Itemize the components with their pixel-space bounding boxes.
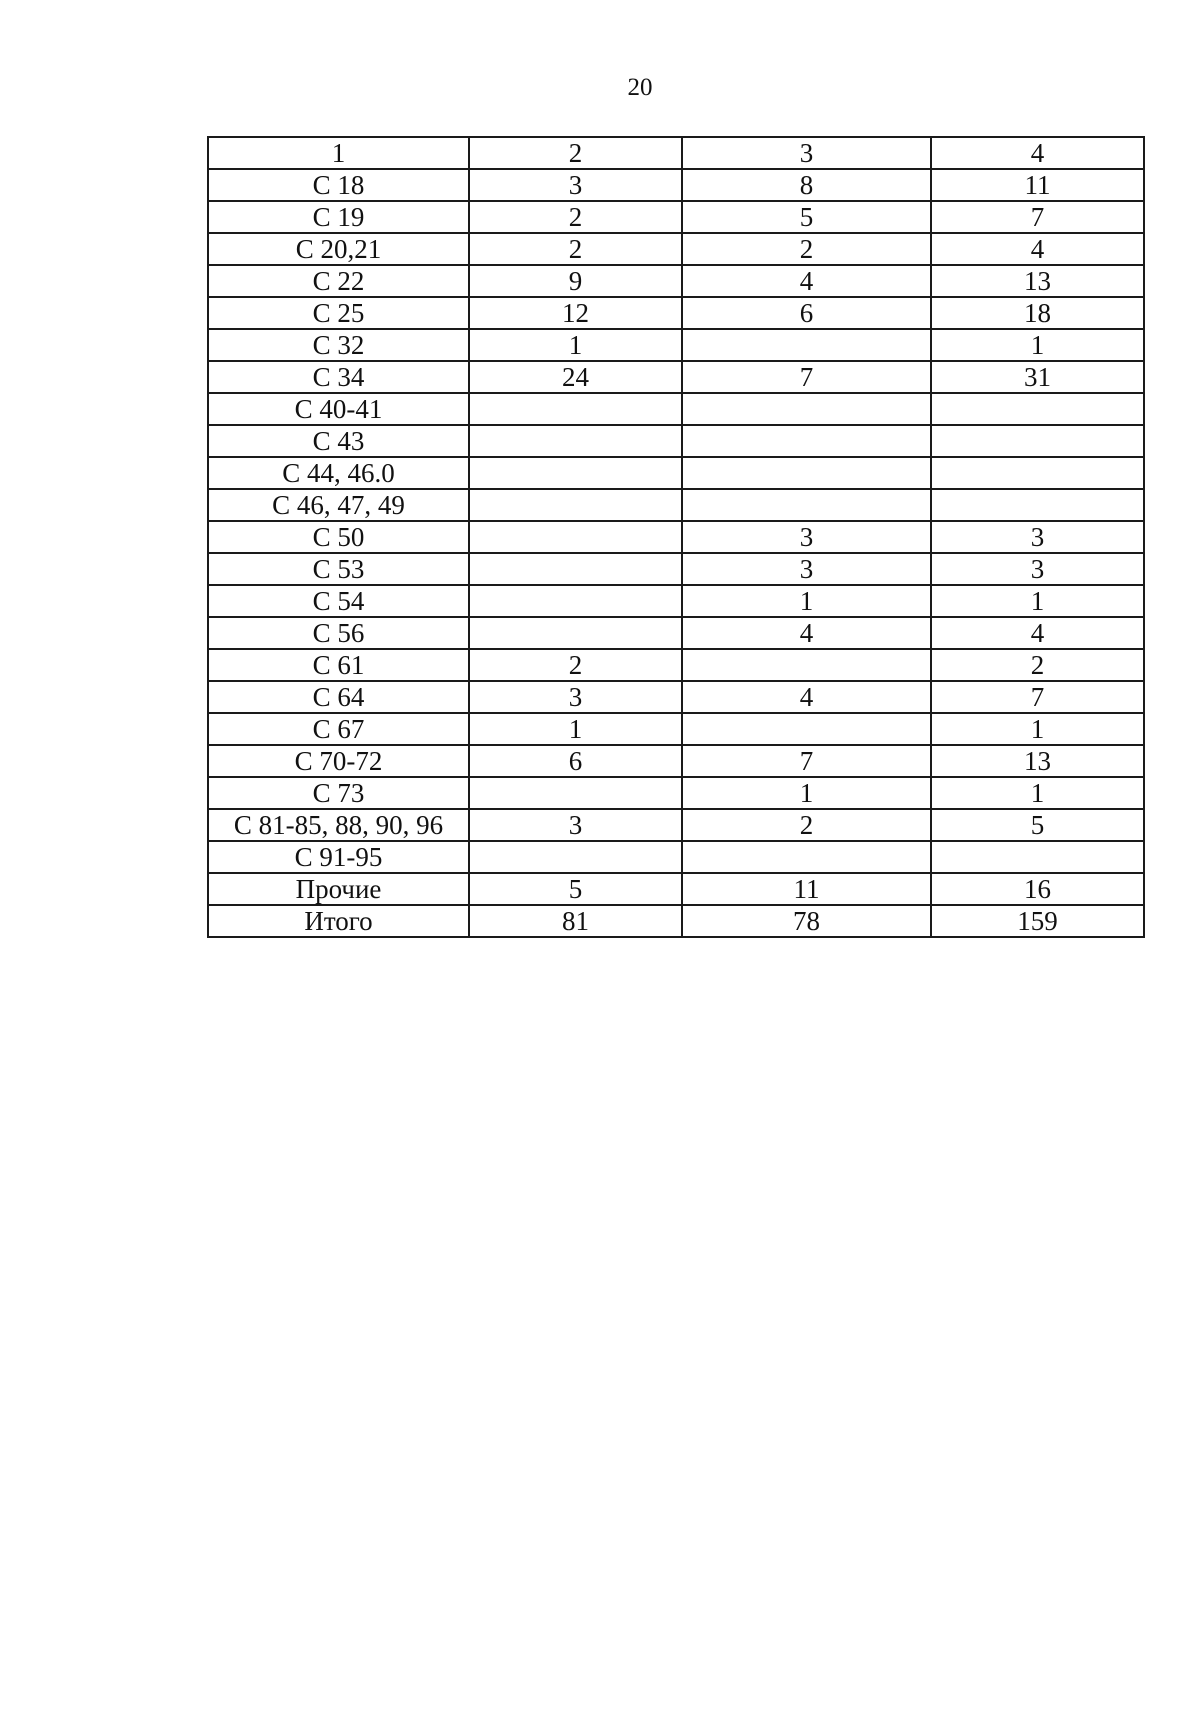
column-2-cell (469, 585, 682, 617)
column-2-cell (469, 777, 682, 809)
column-4-cell: 3 (931, 553, 1144, 585)
column-2-cell (469, 553, 682, 585)
column-number-cell: 1 (208, 137, 469, 169)
column-3-cell (682, 649, 931, 681)
column-3-cell: 3 (682, 521, 931, 553)
column-4-cell: 31 (931, 361, 1144, 393)
row-label-cell: C 20,21 (208, 233, 469, 265)
column-2-cell: 12 (469, 297, 682, 329)
column-3-cell: 5 (682, 201, 931, 233)
column-2-cell: 81 (469, 905, 682, 937)
row-label-cell: C 34 (208, 361, 469, 393)
row-label-cell: C 91-95 (208, 841, 469, 873)
table-row (208, 169, 1144, 201)
column-4-cell: 7 (931, 201, 1144, 233)
row-label-cell: C 50 (208, 521, 469, 553)
column-3-cell (682, 425, 931, 457)
row-label-cell: C 18 (208, 169, 469, 201)
column-2-cell (469, 489, 682, 521)
table-row (208, 201, 1144, 233)
table-row (208, 681, 1144, 713)
row-label-cell: C 25 (208, 297, 469, 329)
column-3-cell (682, 489, 931, 521)
table-header-row (208, 137, 1144, 169)
table-row (208, 521, 1144, 553)
column-3-cell: 2 (682, 233, 931, 265)
row-label-cell: C 67 (208, 713, 469, 745)
table-row (208, 809, 1144, 841)
column-4-cell (931, 489, 1144, 521)
row-label-cell: Итого (208, 905, 469, 937)
column-3-cell (682, 713, 931, 745)
table-row (208, 873, 1144, 905)
column-2-cell: 3 (469, 809, 682, 841)
column-4-cell: 13 (931, 265, 1144, 297)
table-row (208, 777, 1144, 809)
table-row (208, 905, 1144, 937)
table-row (208, 489, 1144, 521)
column-2-cell: 1 (469, 329, 682, 361)
column-2-cell: 9 (469, 265, 682, 297)
column-3-cell (682, 329, 931, 361)
column-4-cell: 5 (931, 809, 1144, 841)
column-3-cell: 1 (682, 777, 931, 809)
column-4-cell (931, 457, 1144, 489)
column-2-cell: 24 (469, 361, 682, 393)
column-4-cell: 16 (931, 873, 1144, 905)
column-3-cell: 11 (682, 873, 931, 905)
column-2-cell: 2 (469, 233, 682, 265)
row-label-cell: C 46, 47, 49 (208, 489, 469, 521)
column-3-cell: 4 (682, 681, 931, 713)
table-row (208, 553, 1144, 585)
row-label-cell: C 61 (208, 649, 469, 681)
column-3-cell: 78 (682, 905, 931, 937)
column-4-cell: 1 (931, 329, 1144, 361)
column-4-cell (931, 425, 1144, 457)
row-label-cell: Прочие (208, 873, 469, 905)
column-number-cell: 2 (469, 137, 682, 169)
column-2-cell: 2 (469, 201, 682, 233)
column-4-cell: 18 (931, 297, 1144, 329)
table-body (208, 137, 1144, 937)
row-label-cell: C 22 (208, 265, 469, 297)
column-4-cell: 1 (931, 777, 1144, 809)
table-row (208, 425, 1144, 457)
column-2-cell (469, 393, 682, 425)
column-3-cell: 1 (682, 585, 931, 617)
row-label-cell: C 44, 46.0 (208, 457, 469, 489)
column-3-cell: 6 (682, 297, 931, 329)
column-2-cell: 3 (469, 681, 682, 713)
column-3-cell: 3 (682, 553, 931, 585)
column-2-cell: 5 (469, 873, 682, 905)
table-row (208, 841, 1144, 873)
column-4-cell: 2 (931, 649, 1144, 681)
row-label-cell: C 73 (208, 777, 469, 809)
row-label-cell: C 70-72 (208, 745, 469, 777)
table-row (208, 457, 1144, 489)
column-4-cell (931, 841, 1144, 873)
column-4-cell: 1 (931, 585, 1144, 617)
row-label-cell: C 53 (208, 553, 469, 585)
row-label-cell: C 32 (208, 329, 469, 361)
table-row (208, 265, 1144, 297)
row-label-cell: C 81-85, 88, 90, 96 (208, 809, 469, 841)
column-2-cell (469, 841, 682, 873)
column-2-cell (469, 425, 682, 457)
column-3-cell: 4 (682, 617, 931, 649)
column-2-cell (469, 521, 682, 553)
table-row (208, 329, 1144, 361)
column-2-cell (469, 617, 682, 649)
row-label-cell: C 19 (208, 201, 469, 233)
column-number-cell: 3 (682, 137, 931, 169)
row-label-cell: C 64 (208, 681, 469, 713)
column-4-cell: 4 (931, 617, 1144, 649)
column-3-cell: 8 (682, 169, 931, 201)
table-row (208, 745, 1144, 777)
page-number: 20 (627, 74, 653, 101)
row-label-cell: C 40-41 (208, 393, 469, 425)
table-row (208, 393, 1144, 425)
column-2-cell: 1 (469, 713, 682, 745)
table-row (208, 233, 1144, 265)
table-row (208, 585, 1144, 617)
column-4-cell: 3 (931, 521, 1144, 553)
column-3-cell: 2 (682, 809, 931, 841)
column-3-cell (682, 393, 931, 425)
column-4-cell: 13 (931, 745, 1144, 777)
column-2-cell: 3 (469, 169, 682, 201)
column-4-cell: 159 (931, 905, 1144, 937)
column-3-cell: 7 (682, 361, 931, 393)
row-label-cell: C 56 (208, 617, 469, 649)
table-row (208, 649, 1144, 681)
column-4-cell: 11 (931, 169, 1144, 201)
column-4-cell (931, 393, 1144, 425)
column-3-cell: 4 (682, 265, 931, 297)
column-4-cell: 4 (931, 233, 1144, 265)
table-row (208, 617, 1144, 649)
column-2-cell: 6 (469, 745, 682, 777)
table-row (208, 713, 1144, 745)
table-row (208, 297, 1144, 329)
column-3-cell (682, 457, 931, 489)
column-4-cell: 1 (931, 713, 1144, 745)
row-label-cell: C 54 (208, 585, 469, 617)
column-3-cell: 7 (682, 745, 931, 777)
column-4-cell: 7 (931, 681, 1144, 713)
row-label-cell: C 43 (208, 425, 469, 457)
column-2-cell: 2 (469, 649, 682, 681)
table-row (208, 361, 1144, 393)
column-3-cell (682, 841, 931, 873)
column-2-cell (469, 457, 682, 489)
column-number-cell: 4 (931, 137, 1144, 169)
data-table (207, 136, 1145, 938)
